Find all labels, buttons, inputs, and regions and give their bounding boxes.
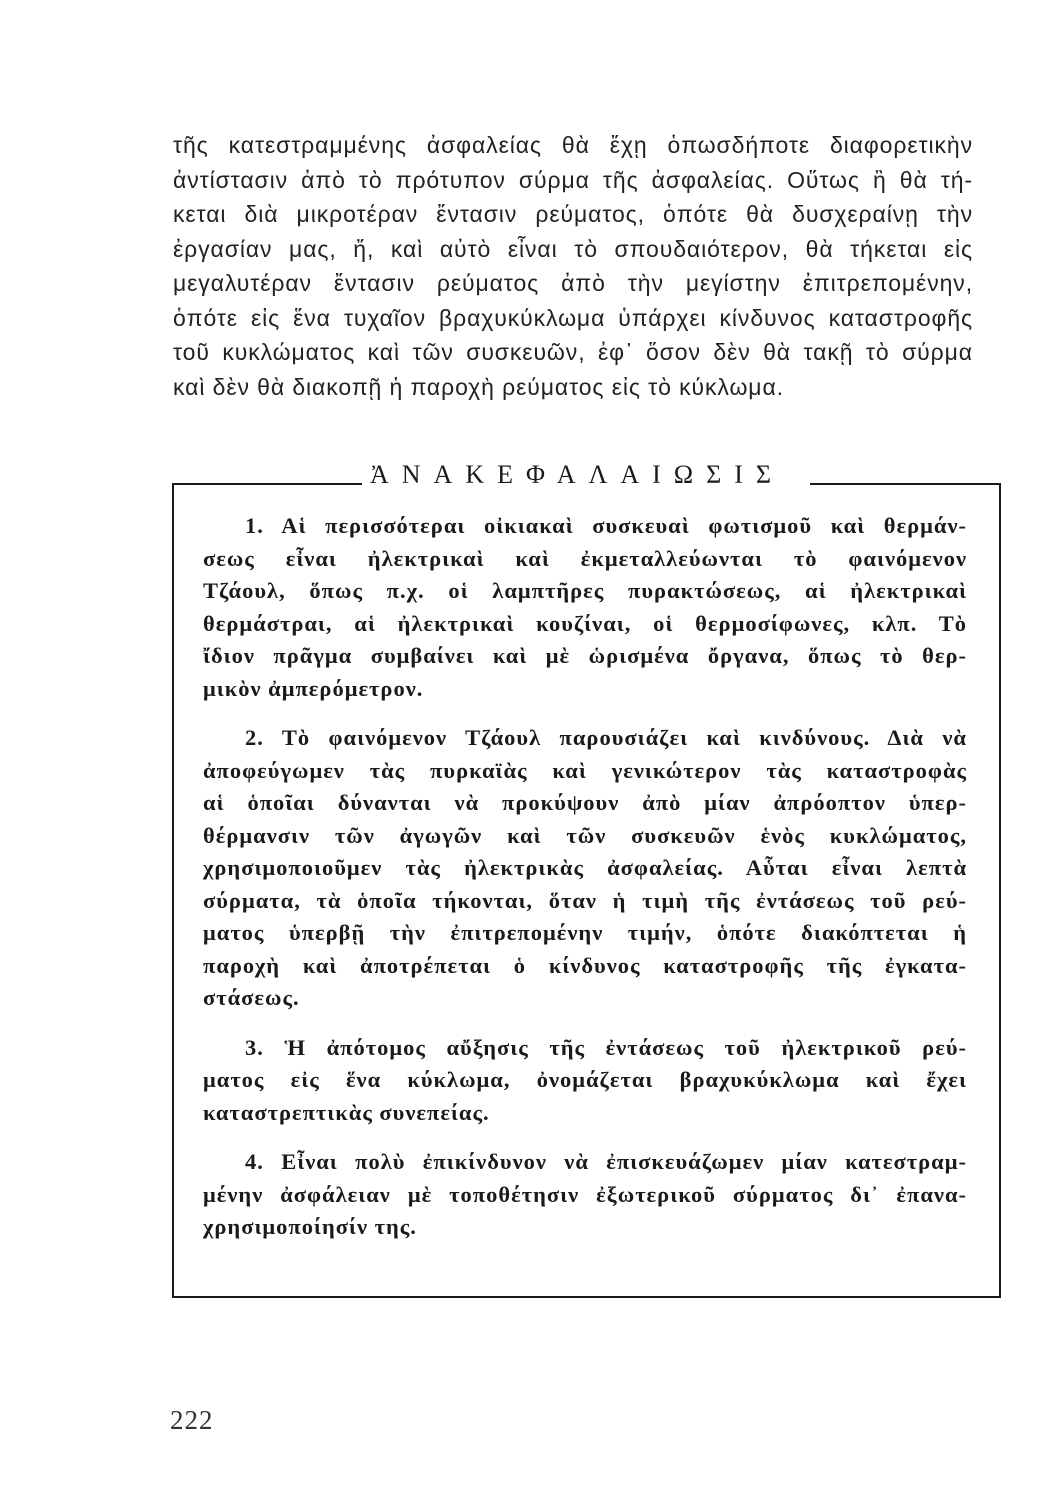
summary-line: θέρμανσιν τῶν ἀγωγῶν καὶ τῶν συσκευῶν ἑνὸς κυκλώματος, (203, 822, 967, 848)
intro-line: ἐργασίαν μας, ἤ, καὶ αὐτὸ εἶναι τὸ σπουδαιότερον, θὰ τήκεται εἰς (173, 235, 973, 262)
summary-item-3 (203, 1032, 967, 1130)
intro-line: ἀντίστασιν ἀπὸ τὸ πρότυπον σύρμα τῆς ἀσφαλείας. Οὕτως ἢ θὰ τή- (173, 166, 973, 193)
summary-line: ἴδιον πρᾶγμα συμβαίνει καὶ μὲ ὡρισμένα ὄργανα, ὅπως τὸ θερ- (203, 643, 967, 668)
summary-line: ματος εἰς ἕνα κύκλωμα, ὀνομάζεται βραχυκύκλωμα καὶ ἔχει (203, 1067, 967, 1092)
summary-item-2 (203, 722, 967, 1015)
summary-line: χρησιμοποιοῦμεν τὰς ἠλεκτρικὰς ἀσφαλείας. Αὗται εἶναι λεπτὰ (203, 855, 967, 880)
summary-line: χρησιμοποίησίν της. (203, 1214, 417, 1239)
summary-line: στάσεως. (203, 985, 300, 1010)
summary-line: καταστρεπτικὰς συνεπείας. (203, 1099, 490, 1125)
intro-line: ὁπότε εἰς ἕνα τυχαῖον βραχυκύκλωμα ὑπάρχει κίνδυνος καταστροφῆς (173, 304, 973, 331)
summary-item-4 (203, 1146, 967, 1244)
summary-line: 3. Ἡ ἀπότομος αὔξησις τῆς ἐντάσεως τοῦ ἠλεκτρικοῦ ρεύ- (245, 1034, 967, 1060)
summary-line: μικὸν ἀμπερόμετρον. (203, 675, 424, 701)
summary-line: σύρματα, τὰ ὁποῖα τήκονται, ὅταν ἡ τιμὴ τῆς ἐντάσεως τοῦ ρεύ- (203, 887, 967, 913)
intro-line: κεται διὰ μικροτέραν ἔντασιν ρεύματος, ὁπότε θὰ δυσχεραίνῃ τὴν (173, 201, 973, 227)
summary-line: παροχὴ καὶ ἀποτρέπεται ὁ κίνδυνος καταστροφῆς τῆς ἐγκατα- (203, 952, 967, 978)
summary-item-1 (203, 510, 967, 705)
summary-line: θερμάστραι, αἱ ἠλεκτρικαὶ κουζίναι, οἱ θερμοσίφωνες, κλπ. Τὸ (203, 610, 967, 636)
summary-body (203, 510, 967, 1261)
summary-line: ματος ὑπερβῇ τὴν ἐπιτρεπομένην τιμήν, ὁπότε διακόπτεται ἡ (203, 920, 967, 945)
intro-paragraph (173, 128, 973, 404)
summary-line: 1. Αἱ περισσότεραι οἰκιακαὶ συσκευαὶ φωτισμοῦ καὶ θερμάν- (245, 513, 967, 538)
summary-line: αἱ ὁποῖαι δύνανται νὰ προκύψουν ἀπὸ μίαν ἀπρόοπτον ὑπερ- (203, 790, 967, 815)
summary-line: 2. Τὸ φαινόμενον Τζάουλ παρουσιάζει καὶ κινδύνους. Διὰ νὰ (245, 725, 967, 750)
intro-line: μεγαλυτέραν ἔντασιν ρεύματος ἀπὸ τὴν μεγίστην ἐπιτρεπομένην, (173, 270, 973, 296)
intro-line: καὶ δὲν θὰ διακοπῇ ἡ παροχὴ ρεύματος εἰς τὸ κύκλωμα. (173, 373, 784, 400)
intro-line: τοῦ κυκλώματος καὶ τῶν συσκευῶν, ἐφ᾽ ὅσον δὲν θὰ τακῇ τὸ σύρμα (173, 339, 973, 365)
summary-line: Τζάουλ, ὅπως π.χ. οἱ λαμπτῆρες πυρακτώσεως, αἱ ἠλεκτρικαὶ (203, 578, 967, 603)
intro-line: τῆς κατεστραμμένης ἀσφαλείας θὰ ἔχῃ ὁπωσδήποτε διαφορετικὴν (173, 132, 973, 158)
summary-line: σεως εἶναι ἠλεκτρικαὶ καὶ ἐκμεταλλεύωνται τὸ φαινόμενον (203, 545, 967, 571)
summary-line: 4. Εἶναι πολὺ ἐπικίνδυνον νὰ ἐπισκευάζωμεν μίαν κατεστραμ- (245, 1149, 967, 1174)
summary-title: ἈΝΑΚΕΦΑΛΑΙΩΣΙΣ (370, 460, 785, 489)
page-number: 222 (170, 1405, 214, 1435)
summary-line: μένην ἀσφάλειαν μὲ τοποθέτησιν ἐξωτερικοῦ σύρματος δι᾽ ἐπανα- (203, 1181, 967, 1207)
summary-line: ἀποφεύγωμεν τὰς πυρκαϊὰς καὶ γενικώτερον τὰς καταστροφὰς (203, 757, 967, 783)
